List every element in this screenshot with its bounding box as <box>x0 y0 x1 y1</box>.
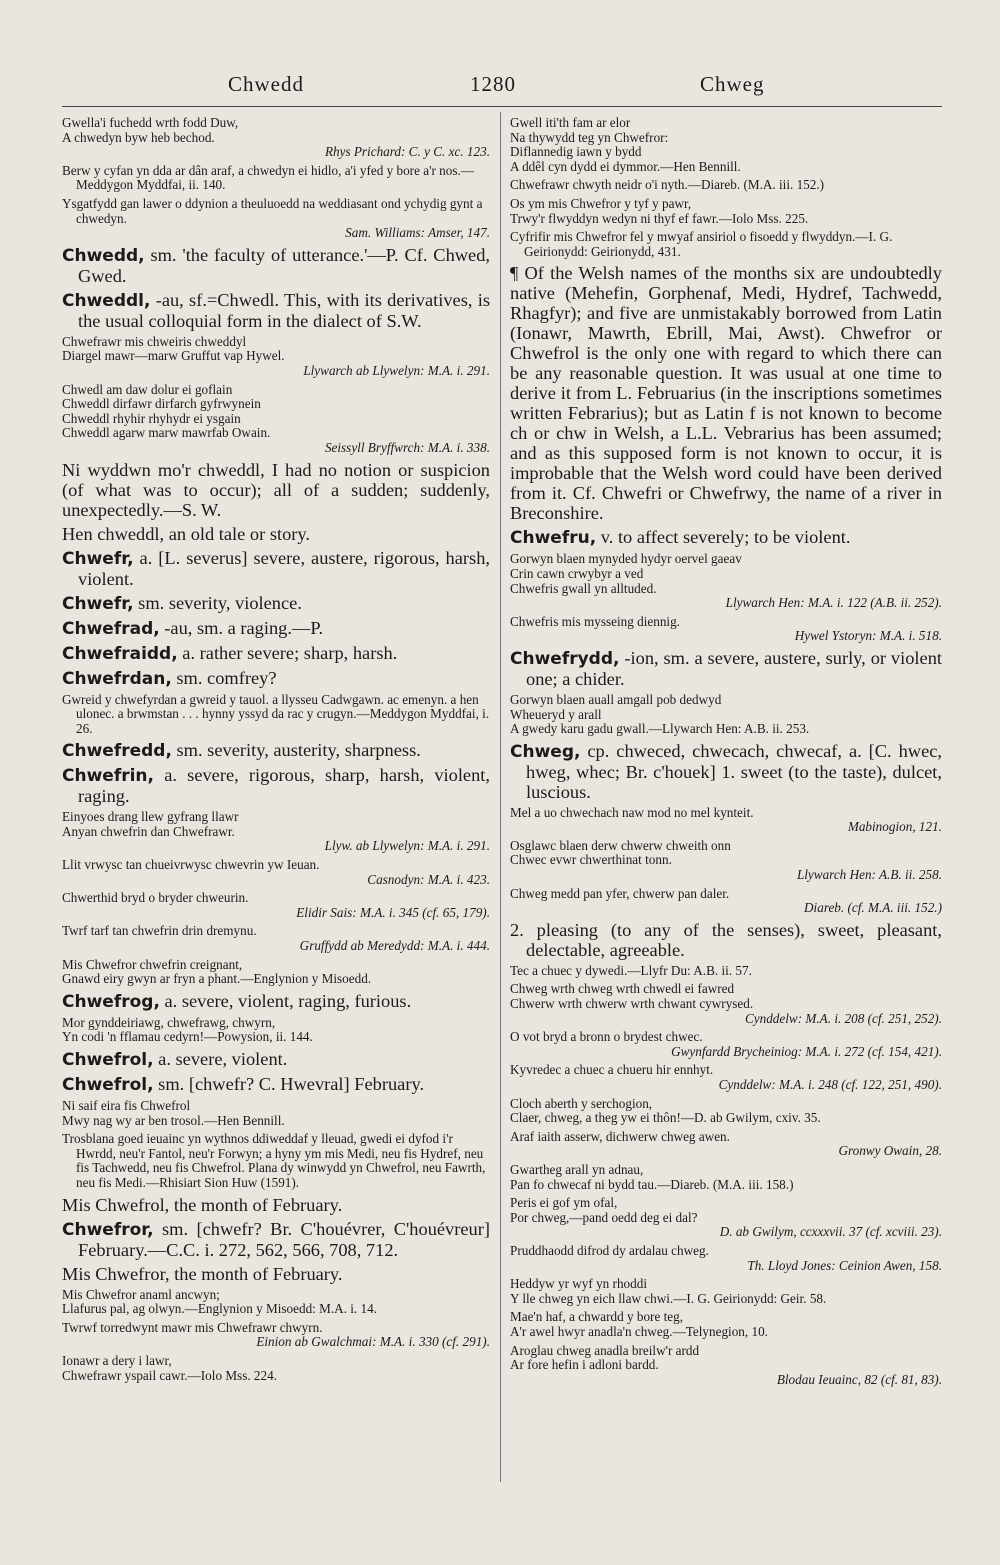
entry-definition: 2. pleasing (to any of the senses), sweet, pleasant, delectable, agreeable. <box>510 919 942 960</box>
citation-block <box>510 964 942 979</box>
dictionary-entry <box>62 245 490 286</box>
citation-line: Gorwyn blaen mynyded hydyr oervel gaeav <box>510 551 742 567</box>
entry-headword: Chwedd, <box>62 245 145 266</box>
entry-headword: Chweddl, <box>62 290 151 311</box>
header-right-guideword: Chweg <box>700 72 765 96</box>
citation-block <box>510 1196 942 1240</box>
citation-line: Mae'n haf, a chwardd y bore teg, <box>510 1309 684 1325</box>
citation-block <box>62 383 490 456</box>
citation-line: Cloch aberth y serchogion, <box>510 1095 653 1111</box>
citation-line: Twrwf torredwynt mawr mis Chwefrawr chwyrn. <box>62 1319 323 1335</box>
citation-line: A'r awel hwyr anadla'n chweg.—Telynegion, 10. <box>510 1323 768 1339</box>
citation-block <box>62 1288 490 1317</box>
citation-line: Cyfrifir mis Chwefror fel y mwyaf ansiriol o fisoedd y flwyddyn.—I. G. Geirionydd: Geirionydd, 431. <box>510 229 893 259</box>
citation-line: Chweg wrth chweg wrth chwedl ei fawred <box>510 981 735 997</box>
entry-definition: -ion, sm. a severe, austere, surly, or violent one; a chider. <box>526 647 942 689</box>
citation-line: Ionawr a dery i lawr, <box>62 1352 172 1368</box>
citation-line: Mis Chwefror anaml ancwyn; <box>62 1286 220 1302</box>
citation-source: Sam. Williams: Amser, 147. <box>345 225 490 241</box>
citation-line: Peris ei gof ym ofal, <box>510 1195 618 1211</box>
column-divider <box>500 112 501 1482</box>
citation-block <box>510 982 942 1026</box>
citation-line: Chwec evwr chwerthinat tonn. <box>510 852 672 868</box>
citation-line: Crin cawn crwybyr a ved <box>510 565 644 581</box>
citation-line: Gwartheg arall yn adnau, <box>510 1161 644 1177</box>
citation-line: Einyoes drang llew gyfrang llawr <box>62 809 239 825</box>
page-number: 1280 <box>470 72 516 96</box>
citation-line: Chweddl agarw marw mawrfab Owain. <box>62 425 271 441</box>
citation-block <box>62 1132 490 1190</box>
entry-definition: cp. chweced, chwecach, chwecaf, a. [C. hwec, hweg, whec; Br. c'houek] 1. sweet (to the taste), dulcet, luscious. <box>526 740 942 802</box>
citation-source: Casnodyn: M.A. i. 423. <box>367 871 490 887</box>
citation-line: Chwefris gwall yn alltuded. <box>510 580 657 596</box>
entry-headword: Chwefrad, <box>62 618 160 639</box>
citation-line: Na thywydd teg yn Chwefror: <box>510 129 669 145</box>
entry-headword: Chwefrydd, <box>510 648 620 669</box>
entry-headword: Chweg, <box>510 741 581 762</box>
dictionary-entry <box>510 741 942 802</box>
citation-source: Elidir Sais: M.A. i. 345 (cf. 65, 179). <box>296 904 490 920</box>
entry-headword: Chwefr, <box>62 548 134 569</box>
citation-line: Chwerthid bryd o bryder chweurin. <box>62 890 249 906</box>
citation-line: Por chweg,—pand oedd deg ei dal? <box>510 1209 698 1225</box>
citation-block <box>510 839 942 883</box>
entry-definition: -au, sf.=Chwedl. This, with its derivatives, is the usual colloquial form in the dialect of S.W. <box>78 289 490 331</box>
entry-paragraph <box>62 524 490 544</box>
entry-headword: Chwefrol, <box>62 1075 154 1095</box>
header-rule <box>62 106 942 107</box>
entry-definition: a. [L. severus] severe, austere, rigorous, harsh, violent. <box>78 547 490 589</box>
dictionary-entry <box>62 643 490 664</box>
citation-source: Blodau Ieuainc, 82 (cf. 81, 83). <box>776 1371 942 1387</box>
citation-line: Osglawc blaen derw chwerw chweith onn <box>510 837 731 853</box>
entry-headword: Chwefror, <box>62 1219 154 1240</box>
citation-line: Araf iaith asserw, dichwerw chweg awen. <box>510 1128 730 1144</box>
dictionary-entry <box>62 668 490 689</box>
entry-definition: -au, sm. a raging.—P. <box>159 617 324 638</box>
entry-paragraph <box>510 920 942 960</box>
citation-line: Wheueryd y arall <box>510 706 602 722</box>
header-left-guideword: Chwedd <box>228 72 304 96</box>
entry-headword: Chwefru, <box>510 528 597 549</box>
citation-line: Pruddhaodd difrod dy ardalau chweg. <box>510 1242 709 1258</box>
citation-line: Claer, chweg, a theg yw ei thôn!—D. ab Gwilym, cxiv. 35. <box>510 1110 821 1126</box>
entry-headword: Chwefrdan, <box>62 668 172 689</box>
right-column <box>510 116 942 1391</box>
dictionary-entry <box>62 740 490 761</box>
citation-line: Gwell iti'th fam ar elor <box>510 115 631 130</box>
citation-line: Mor gynddeiriawg, chwefrawg, chwyrn, <box>62 1014 276 1030</box>
citation-block <box>510 1030 942 1059</box>
citation-source: Gronwy Owain, 28. <box>838 1143 942 1159</box>
entry-definition: sm. [chwefr? Br. C'houévrer, C'houévreur] February.—C.C. i. 272, 562, 566, 708, 712. <box>78 1218 490 1260</box>
citation-line: Diflannedig iawn y bydd <box>510 144 642 160</box>
citation-block <box>510 116 942 174</box>
entry-definition: Mis Chwefror, the month of February. <box>62 1263 343 1284</box>
citation-line: O vot bryd a bronn o brydest chwec. <box>510 1029 703 1045</box>
dictionary-entry <box>510 527 942 548</box>
citation-source: Llywarch ab Llywelyn: M.A. i. 291. <box>303 362 490 378</box>
entry-definition: sm. [chwefr? C. Hwevral] February. <box>153 1074 425 1094</box>
citation-block <box>62 693 490 737</box>
citation-block <box>510 1244 942 1273</box>
entry-definition: sm. comfrey? <box>171 667 277 688</box>
citation-block <box>510 1310 942 1339</box>
citation-source: Th. Lloyd Jones: Ceinion Awen, 158. <box>747 1257 942 1273</box>
entry-definition: Hen chweddl, an old tale or story. <box>62 523 311 544</box>
citation-block <box>510 552 942 610</box>
citation-line: Aroglau chweg anadla breilw'r ardd <box>510 1342 700 1358</box>
dictionary-entry <box>62 290 490 331</box>
citation-line: Mel a uo chwechach naw mod no mel kynteit. <box>510 804 754 820</box>
entry-definition: Ni wyddwn mo'r chweddl, I had no notion or suspicion (of what was to occur); all of a sudden; suddenly, unexpectedly.—S. W. <box>62 459 490 520</box>
citation-line: Trosblana goed ieuainc yn wythnos ddiweddaf y lleuad, gwedi ei dyfod i'r Hwrdd, neu'r Fantol, neu'r Forwyn; a hyny ym mis Medi, neu fis Hydref, neu fis Tachwedd, neu fis Chwefrol. Plana dy winwydd yn Chwefrol, neu Fawrth, neu fis Medi.—Rhisiart Sion Huw (1591). <box>62 1131 486 1190</box>
left-column <box>62 116 490 1387</box>
citation-block <box>62 116 490 160</box>
citation-block <box>62 858 490 887</box>
citation-block <box>510 1097 942 1126</box>
entry-paragraph <box>510 263 942 523</box>
dictionary-entry <box>510 648 942 689</box>
dictionary-entry <box>62 618 490 639</box>
citation-source: Gwynfardd Brycheiniog: M.A. i. 272 (cf. 154, 421). <box>671 1043 942 1059</box>
citation-block <box>62 958 490 987</box>
entry-definition: Mis Chwefrol, the month of February. <box>62 1194 343 1215</box>
entry-definition: a. rather severe; sharp, harsh. <box>177 642 398 663</box>
citation-block <box>510 1163 942 1192</box>
citation-block <box>510 1063 942 1092</box>
citation-block <box>62 1099 490 1128</box>
citation-line: Gnawd eiry gwyn ar fryn a phant.—Englynion y Misoedd. <box>62 971 372 987</box>
citation-block <box>62 924 490 953</box>
citation-line: Llafurus pal, ag olwyn.—Englynion y Misoedd: M.A. i. 14. <box>62 1301 378 1317</box>
citation-source: Cynddelw: M.A. i. 208 (cf. 251, 252). <box>744 1010 942 1026</box>
citation-line: A gwedy karu gadu gwall.—Llywarch Hen: A.B. ii. 253. <box>510 721 810 737</box>
citation-block <box>510 230 942 259</box>
dictionary-entry <box>62 765 490 806</box>
citation-block <box>510 197 942 226</box>
citation-line: Heddyw yr wyf yn rhoddi <box>510 1276 647 1292</box>
citation-line: Chweddl rhyhir rhyhydr ei ysgain <box>62 410 241 426</box>
citation-line: Anyan chwefrin dan Chwefrawr. <box>62 823 235 839</box>
citation-block <box>510 178 942 193</box>
citation-block <box>62 1354 490 1383</box>
entry-definition: a. severe, violent, raging, furious. <box>159 990 412 1011</box>
running-header <box>0 72 1000 102</box>
citation-line: Diargel mawr—marw Gruffut vap Hywel. <box>62 348 285 364</box>
entry-definition: sm. severity, violence. <box>133 592 302 613</box>
citation-line: Chwerw wrth chwerw wrth chwant cywrysed. <box>510 996 754 1012</box>
citation-source: D. ab Gwilym, ccxxxvii. 37 (cf. xcviii. 23). <box>719 1224 942 1240</box>
dictionary-entry <box>62 548 490 589</box>
citation-source: Cynddelw: M.A. i. 248 (cf. 122, 251, 490). <box>718 1077 942 1092</box>
citation-block <box>510 806 942 835</box>
citation-line: Ysgatfydd gan lawer o ddynion a theuluoedd na weddiasant ond ychydig gynt a chwedyn. <box>62 195 483 226</box>
citation-line: Mwy nag wy ar ben trosol.—Hen Bennill. <box>62 1112 285 1128</box>
citation-line: Tec a chuec y dywedi.—Llyfr Du: A.B. ii. 57. <box>510 962 752 978</box>
citation-line: Yn codi 'n fflamau cedyrn!—Powysion, ii. 144. <box>62 1029 313 1045</box>
citation-line: Os ym mis Chwefror y tyf y pawr, <box>510 195 692 211</box>
entry-paragraph <box>62 1264 490 1284</box>
citation-line: Berw y cyfan yn dda ar dân araf, a chwedyn ei hidlo, a'i yfed y bore a'r nos.—Meddygon Myddfai, ii. 140. <box>62 162 474 193</box>
citation-line: Ar fore hefin i adloni bardd. <box>510 1357 659 1373</box>
entry-definition: a. severe, rigorous, sharp, harsh, violent, raging. <box>78 765 490 807</box>
citation-line: A chwedyn byw heb bechod. <box>62 129 215 145</box>
entry-headword: Chwefrin, <box>62 766 154 787</box>
citation-line: Gorwyn blaen auall amgall pob dedwyd <box>510 691 722 707</box>
citation-line: Twrf tarf tan chwefrin drin dremynu. <box>62 923 257 939</box>
citation-block <box>510 615 942 644</box>
citation-block <box>62 164 490 193</box>
citation-line: Gwreid y chwefyrdan a gwreid y tauol. a llysseu Cadwgawn. ac emenyn. a hen ulonec. a brwmstan . . . hynny yssyd da rac y crugyn.—Meddygon Myddfai, i. 26. <box>62 691 490 736</box>
citation-line: Chweg medd pan yfer, chwerw pan daler. <box>510 885 730 901</box>
entry-definition: sm. severity, austerity, sharpness. <box>171 740 421 761</box>
dictionary-entry <box>62 1074 490 1095</box>
citation-line: Chwefrawr chwyth neidr o'i nyth.—Diareb. (M.A. iii. 152.) <box>510 177 825 193</box>
dictionary-entry <box>62 1219 490 1260</box>
citation-block <box>62 197 490 241</box>
entry-headword: Chwefrog, <box>62 991 160 1012</box>
dictionary-entry <box>62 991 490 1012</box>
citation-source: Diareb. (cf. M.A. iii. 152.) <box>804 900 942 916</box>
citation-block <box>510 1130 942 1159</box>
citation-line: Ni saif eira fis Chwefrol <box>62 1098 191 1113</box>
citation-source: Einion ab Gwalchmai: M.A. i. 330 (cf. 291). <box>256 1334 490 1350</box>
citation-block <box>62 1321 490 1350</box>
citation-line: A ddêl cyn dydd ei dymmor.—Hen Bennill. <box>510 158 741 174</box>
entry-headword: Chwefrol, <box>62 1050 154 1070</box>
citation-source: Llyw. ab Llywelyn: M.A. i. 291. <box>324 838 490 854</box>
entry-headword: Chwefr, <box>62 593 134 614</box>
citation-line: Kyvredec a chuec a chueru hir ennhyt. <box>510 1062 714 1078</box>
citation-block <box>62 1016 490 1045</box>
citation-block <box>510 693 942 737</box>
citation-block <box>62 891 490 920</box>
entry-definition: sm. 'the faculty of utterance.'—P. Cf. Chwed, Gwed. <box>78 244 490 286</box>
entry-definition: ¶ Of the Welsh names of the months six are undoubtedly native (Mehefin, Gorphenaf, Medi, Hydref, Tachwedd, Rhagfyr); and five are unmistakably borrowed from Latin (Ionawr, Mawrth, Ebrill, Mai, Awst). Chwefror or Chwefrol is the only one with regard to which there can be any reasonable question. It was usual at one time to derive it from L. Februarius (in the inscriptions sometimes written Febrarius); but as Latin f is not known to become ch or chw in Welsh, a L.L. Vebrarius has been assumed; and as this supposed form is not known to occur, it is improbable that the Welsh word could have been derived from it. Cf. Chwefri or Chwefrwy, the name of a river in Breconshire. <box>510 263 942 524</box>
citation-source: Llywarch Hen: A.B. ii. 258. <box>796 867 942 883</box>
citation-source: Seissyll Bryffwrch: M.A. i. 338. <box>324 439 490 455</box>
citation-line: Pan fo chwecaf ni bydd tau.—Diareb. (M.A. iii. 158.) <box>510 1176 794 1192</box>
citation-block <box>510 887 942 916</box>
citation-line: Chwefrawr mis chweiris chweddyl <box>62 333 247 349</box>
dictionary-entry <box>62 593 490 614</box>
entry-paragraph <box>62 460 490 520</box>
citation-source: Rhys Prichard: C. y C. xc. 123. <box>324 144 490 160</box>
citation-line: Chwefris mis mysseing diennig. <box>510 613 680 629</box>
citation-block <box>510 1344 942 1388</box>
citation-line: Gwella'i fuchedd wrth fodd Duw, <box>62 115 239 130</box>
entry-headword: Chwefredd, <box>62 741 172 762</box>
citation-source: Mabinogion, 121. <box>847 819 942 835</box>
citation-source: Gruffydd ab Meredydd: M.A. i. 444. <box>299 938 490 954</box>
entry-headword: Chwefraidd, <box>62 643 178 664</box>
citation-line: Chweddl dirfawr dirfarch gyfrwynein <box>62 396 261 412</box>
entry-definition: v. to affect severely; to be violent. <box>596 527 851 548</box>
citation-line: Chwefrawr yspail cawr.—Iolo Mss. 224. <box>62 1367 277 1383</box>
citation-line: Mis Chwefror chwefrin creignant, <box>62 956 243 972</box>
citation-block <box>62 810 490 854</box>
citation-line: Y lle chweg yn eich llaw chwi.—I. G. Geirionydd: Geir. 58. <box>510 1290 827 1306</box>
citation-block <box>62 335 490 379</box>
citation-line: Llit vrwysc tan chueivrwysc chwevrin yw Ieuan. <box>62 857 320 873</box>
citation-line: Chwedl am daw dolur ei goflain <box>62 381 233 397</box>
citation-source: Hywel Ystoryn: M.A. i. 518. <box>794 628 942 644</box>
entry-definition: a. severe, violent. <box>153 1049 288 1069</box>
entry-paragraph <box>62 1195 490 1215</box>
citation-line: Trwy'r flwyddyn wedyn ni thyf ef fawr.—Iolo Mss. 225. <box>510 210 809 226</box>
citation-block <box>510 1277 942 1306</box>
dictionary-entry <box>62 1049 490 1070</box>
citation-source: Llywarch Hen: M.A. i. 122 (A.B. ii. 252). <box>725 595 942 611</box>
